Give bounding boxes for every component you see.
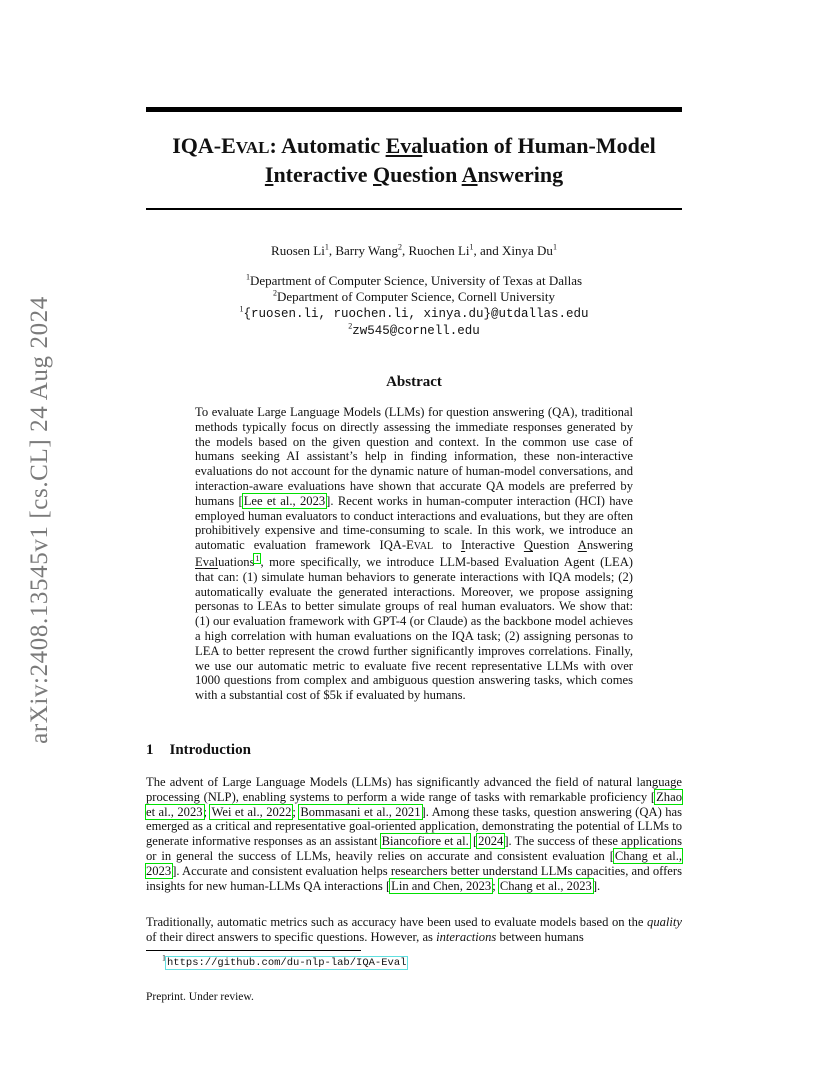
intro-paragraph-2: Traditionally, automatic metrics such as accuracy have been used to evaluate models based on the quality of their direct answers to specific questions. However, as interactions between humans — [146, 915, 682, 944]
citation-link[interactable]: Bommasani et al., 2021 — [300, 804, 421, 819]
abstract-heading: Abstract — [386, 374, 442, 390]
author-list: Ruosen Li$^1$, Barry Wang$^2$, Ruochen Li$^1$, and Xinya Du$^1$ — [271, 242, 557, 258]
affiliations — [146, 273, 682, 339]
section-heading: 1 Introduction — [146, 742, 251, 758]
citation-link[interactable]: Zhao et al., 2023 — [146, 789, 682, 819]
citation-link[interactable]: 2024 — [478, 834, 504, 849]
email-cornell: $^2$zw545@cornell.edu — [348, 321, 480, 338]
affiliation-utd: $^1$Department of Computer Science, University of Texas at Dallas — [245, 272, 583, 288]
intro-paragraph-1: The advent of Large Language Models (LLMs) has significantly advanced the field of natural language processing (NLP), enabling systems to perform a wide range of tasks with remarkable proficiency [Zhao et al., 2023; Wei et al., 2022; Bommasani et al., 2021]. Among these tasks, question answering (QA) has emerged as a critical and representative goal-oriented application, demonstrating the potential of LLMs to generate informative responses as an assistant Biancofiore et al. [2024]. The success of these applications or in general the success of LLMs, heavily relies on accurate and consistent evaluation [Chang et al., 2023]. Accurate and consistent evaluation helps researchers better understand LLMs capacities, and offers insights for new human-LLMs QA interactions [Lin and Chen, 2023; Chang et al., 2023]. — [146, 775, 682, 893]
citation-link[interactable]: Chang et al., 2023 — [499, 878, 592, 893]
abstract-body: To evaluate Large Language Models (LLMs) for question answering (QA), traditional methods typically focus on directly assessing the immediate responses generated by the models based on the given question and context. In the common use case of humans seeking AI assistant’s help in finding information, these non-interactive evaluations do not account for the dynamic nature of human-model conversations, and interaction-aware evaluations have shown that accurate QA models are preferred by humans [Lee et al., 2023]. Recent works in human-computer interaction (HCI) have employed human evaluators to conduct interactions and evaluations, but they are often prohibitively expensive and time-consuming to scale. In this work, we introduce an automatic evaluation framework IQA-EVAL to Interactive Question Answering Evaluations$^1$, more specifically, we introduce LLM-based Evaluation Agent (LEA) that can: (1) simulate human behaviors to generate interactions with IQA models; (2) automatically evaluate the generated interactions. Moreover, we propose assigning personas to LEAs to better simulate groups of real human evaluators. We show that: (1) our evaluation framework with GPT-4 (or Claude) as the backbone model achieves a high correlation with human evaluations on the IQA task; (2) assigning personas to LEA to better represent the crowd further significantly improves correlations. Finally, we use our automatic metric to evaluate five recent representative LLMs with over 1000 questions from complex and ambiguous question answering tasks, which comes with a substantial cost of $5k if evaluated by humans. — [195, 405, 634, 703]
email-utd: $^1${ruosen.li, ruochen.li, xinya.du}@utdallas.edu — [239, 304, 589, 321]
footnote-url-link[interactable]: https://github.com/du-nlp-lab/IQA-Eval — [167, 957, 407, 969]
footnote-link[interactable]: 1 — [255, 553, 260, 563]
citation-link[interactable]: Biancofiore et al. — [381, 834, 469, 849]
title-rule-top — [146, 107, 682, 112]
citation-link[interactable]: Chang et al., 2023 — [146, 848, 682, 878]
citation-link[interactable]: Lee et al., 2023 — [243, 493, 326, 508]
citation-link[interactable]: Lin and Chen, 2023 — [391, 878, 492, 893]
affiliation-cornell: $^2$Department of Computer Science, Cornell University — [273, 288, 555, 304]
preprint-notice: Preprint. Under review. — [146, 991, 254, 1003]
title-rule-bottom — [146, 208, 682, 210]
paper-title: IQA-EVAL: Automatic Evaluation of Human-Model Interactive Question Answering — [172, 133, 656, 187]
footnote: $^1$https://github.com/du-nlp-lab/IQA-Eval — [162, 953, 407, 969]
footnote-rule — [146, 950, 361, 951]
arxiv-stamp: arXiv:2408.13545v1 [cs.CL] 24 Aug 2024 — [26, 296, 53, 744]
citation-link[interactable]: Wei et al., 2022 — [211, 804, 292, 819]
